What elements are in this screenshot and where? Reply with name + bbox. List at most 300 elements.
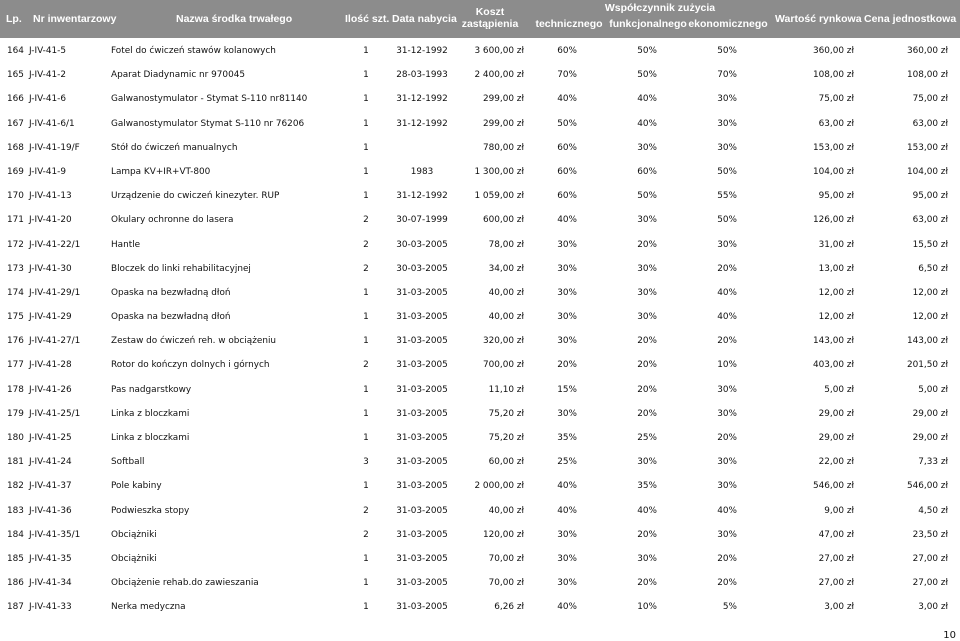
cell-lp: 183 <box>7 505 24 516</box>
cell-wartosc-rynkowa: 5,00 zł <box>824 384 854 395</box>
cell-koszt-zastapienia: 75,20 zł <box>488 433 524 443</box>
cell-wsp-funkcjonalnego: 20% <box>637 360 657 371</box>
cell-koszt-zastapienia: 40,00 zł <box>488 287 524 298</box>
cell-lp: 176 <box>7 336 24 347</box>
cell-nr-inwentarzowy: J-IV-41-26 <box>29 384 72 395</box>
table-header <box>0 0 960 38</box>
cell-wsp-funkcjonalnego: 10% <box>637 602 657 613</box>
cell-ilosc: 1 <box>363 384 369 395</box>
cell-lp: 184 <box>7 529 24 540</box>
cell-wsp-technicznego: 30% <box>557 312 577 323</box>
cell-wsp-technicznego: 60% <box>557 142 577 153</box>
cell-lp: 177 <box>7 360 24 371</box>
cell-wsp-funkcjonalnego: 20% <box>637 408 657 419</box>
table-row <box>0 473 960 497</box>
cell-wartosc-rynkowa: 360,00 zł <box>812 46 854 56</box>
cell-wsp-technicznego: 15% <box>557 384 577 395</box>
cell-lp: 165 <box>7 70 24 81</box>
cell-wsp-funkcjonalnego: 30% <box>637 142 657 153</box>
table-row <box>0 449 960 473</box>
cell-koszt-zastapienia: 600,00 zł <box>482 215 524 226</box>
cell-nr-inwentarzowy: J-IV-41-34 <box>29 578 72 589</box>
cell-cena-jednostkowa: 63,00 zł <box>912 118 948 129</box>
cell-cena-jednostkowa: 29,00 zł <box>912 408 948 419</box>
cell-data-nabycia: 31-03-2005 <box>396 433 448 443</box>
cell-wartosc-rynkowa: 63,00 zł <box>818 118 854 129</box>
cell-cena-jednostkowa: 29,00 zł <box>912 433 948 443</box>
cell-nazwa: Opaska na bezwładną dłoń <box>111 287 231 298</box>
cell-wartosc-rynkowa: 108,00 zł <box>812 70 854 81</box>
cell-nr-inwentarzowy: J-IV-41-37 <box>29 481 72 492</box>
cell-wsp-ekonomicznego: 5% <box>722 602 737 613</box>
table-row <box>0 38 960 62</box>
cell-ilosc: 1 <box>363 553 369 564</box>
cell-cena-jednostkowa: 104,00 zł <box>906 166 948 177</box>
cell-wsp-ekonomicznego: 30% <box>717 384 737 395</box>
cell-wartosc-rynkowa: 403,00 zł <box>812 360 854 371</box>
cell-wsp-ekonomicznego: 20% <box>717 263 737 274</box>
cell-wartosc-rynkowa: 546,00 zł <box>812 481 854 492</box>
cell-wsp-ekonomicznego: 30% <box>717 142 737 153</box>
cell-nazwa: Lampa KV+IR+VT-800 <box>111 166 211 177</box>
cell-lp: 168 <box>7 142 24 153</box>
cell-data-nabycia: 31-03-2005 <box>396 384 448 395</box>
cell-lp: 171 <box>7 215 24 226</box>
table-row <box>0 111 960 135</box>
header-wartosc-rynkowa: Wartość rynkowa <box>775 13 862 25</box>
cell-wsp-funkcjonalnego: 35% <box>637 481 657 492</box>
cell-cena-jednostkowa: 27,00 zł <box>912 553 948 564</box>
table-row <box>0 135 960 159</box>
cell-wsp-technicznego: 60% <box>557 166 577 177</box>
cell-data-nabycia: 31-03-2005 <box>396 578 448 589</box>
cell-koszt-zastapienia: 70,00 zł <box>488 578 524 589</box>
table-row <box>0 86 960 110</box>
cell-data-nabycia: 28-03-1993 <box>396 70 448 81</box>
cell-data-nabycia: 31-12-1992 <box>396 118 448 129</box>
table-row <box>0 377 960 401</box>
cell-wsp-ekonomicznego: 30% <box>717 118 737 129</box>
cell-wsp-ekonomicznego: 10% <box>717 360 737 371</box>
cell-ilosc: 1 <box>363 336 369 347</box>
cell-ilosc: 3 <box>363 457 369 468</box>
cell-lp: 187 <box>7 602 24 613</box>
cell-wsp-technicznego: 30% <box>557 239 577 250</box>
cell-wartosc-rynkowa: 75,00 zł <box>818 94 854 105</box>
table-row <box>0 183 960 207</box>
cell-koszt-zastapienia: 1 059,00 zł <box>474 191 524 202</box>
cell-wsp-funkcjonalnego: 20% <box>637 384 657 395</box>
cell-wartosc-rynkowa: 31,00 zł <box>818 239 854 250</box>
cell-nazwa: Nerka medyczna <box>111 602 186 613</box>
cell-wsp-funkcjonalnego: 20% <box>637 529 657 540</box>
cell-wsp-ekonomicznego: 30% <box>717 94 737 105</box>
table-row <box>0 522 960 546</box>
header-koszt: Koszt <box>475 6 505 18</box>
cell-wsp-technicznego: 25% <box>557 457 577 468</box>
cell-data-nabycia: 31-03-2005 <box>396 529 448 540</box>
cell-wsp-funkcjonalnego: 30% <box>637 457 657 468</box>
cell-koszt-zastapienia: 70,00 zł <box>488 553 524 564</box>
cell-data-nabycia: 31-03-2005 <box>396 408 448 419</box>
cell-cena-jednostkowa: 12,00 zł <box>912 287 948 298</box>
cell-koszt-zastapienia: 6,26 zł <box>494 602 524 613</box>
cell-wsp-technicznego: 50% <box>557 118 577 129</box>
cell-wsp-technicznego: 60% <box>557 191 577 202</box>
cell-data-nabycia: 31-12-1992 <box>396 191 448 202</box>
cell-wsp-funkcjonalnego: 30% <box>637 287 657 298</box>
cell-nazwa: Galwanostymulator Stymat S-110 nr 76206 <box>111 118 305 129</box>
cell-wsp-technicznego: 35% <box>557 433 577 443</box>
table-row <box>0 352 960 376</box>
cell-koszt-zastapienia: 320,00 zł <box>482 336 524 347</box>
cell-nr-inwentarzowy: J-IV-41-29/1 <box>29 287 81 298</box>
table-row <box>0 425 960 449</box>
table-row <box>0 498 960 522</box>
cell-cena-jednostkowa: 153,00 zł <box>906 142 948 153</box>
cell-wsp-ekonomicznego: 40% <box>717 312 737 323</box>
cell-wsp-funkcjonalnego: 50% <box>637 70 657 81</box>
cell-wsp-ekonomicznego: 50% <box>717 46 737 56</box>
cell-ilosc: 2 <box>363 263 369 274</box>
cell-wsp-funkcjonalnego: 30% <box>637 312 657 323</box>
cell-wsp-technicznego: 20% <box>557 360 577 371</box>
cell-lp: 172 <box>7 239 24 250</box>
cell-wartosc-rynkowa: 47,00 zł <box>818 529 854 540</box>
cell-data-nabycia: 31-03-2005 <box>396 481 448 492</box>
cell-lp: 166 <box>7 94 24 105</box>
cell-wartosc-rynkowa: 95,00 zł <box>818 191 854 202</box>
cell-cena-jednostkowa: 27,00 zł <box>912 578 948 589</box>
cell-nazwa: Bloczek do linki rehabilitacyjnej <box>111 263 251 274</box>
cell-ilosc: 1 <box>363 433 369 443</box>
cell-cena-jednostkowa: 75,00 zł <box>912 94 948 105</box>
cell-nr-inwentarzowy: J-IV-41-25/1 <box>29 408 81 419</box>
cell-lp: 182 <box>7 481 24 492</box>
cell-wartosc-rynkowa: 12,00 zł <box>818 312 854 323</box>
cell-wsp-ekonomicznego: 40% <box>717 287 737 298</box>
cell-wartosc-rynkowa: 22,00 zł <box>818 457 854 468</box>
cell-cena-jednostkowa: 12,00 zł <box>912 312 948 323</box>
cell-nazwa: Hantle <box>111 239 141 250</box>
cell-data-nabycia: 30-07-1999 <box>396 215 448 226</box>
header-cena-jednostkowa: Cena jednostkowa <box>864 13 957 25</box>
cell-wsp-funkcjonalnego: 50% <box>637 46 657 56</box>
cell-wsp-ekonomicznego: 40% <box>717 505 737 516</box>
cell-cena-jednostkowa: 63,00 zł <box>912 215 948 226</box>
header-lp: Lp. <box>6 13 22 25</box>
cell-nazwa: Obciążniki <box>111 553 157 564</box>
cell-ilosc: 2 <box>363 360 369 371</box>
header-nr-inwentarzowy: Nr inwentarzowy <box>33 13 117 25</box>
cell-wsp-ekonomicznego: 30% <box>717 408 737 419</box>
cell-wsp-funkcjonalnego: 20% <box>637 239 657 250</box>
cell-nazwa: Pas nadgarstkowy <box>111 384 192 395</box>
cell-wartosc-rynkowa: 153,00 zł <box>812 142 854 153</box>
cell-data-nabycia: 30-03-2005 <box>396 239 448 250</box>
cell-wsp-technicznego: 40% <box>557 215 577 226</box>
cell-wsp-funkcjonalnego: 30% <box>637 215 657 226</box>
cell-data-nabycia: 31-03-2005 <box>396 553 448 564</box>
cell-cena-jednostkowa: 143,00 zł <box>906 336 948 347</box>
cell-wartosc-rynkowa: 143,00 zł <box>812 336 854 347</box>
cell-data-nabycia: 31-03-2005 <box>396 312 448 323</box>
cell-nazwa: Softball <box>111 457 145 468</box>
cell-koszt-zastapienia: 299,00 zł <box>482 94 524 105</box>
cell-wsp-funkcjonalnego: 25% <box>637 433 657 443</box>
cell-wsp-funkcjonalnego: 40% <box>637 118 657 129</box>
cell-nazwa: Obciążenie rehab.do zawieszania <box>111 578 259 589</box>
cell-nazwa: Podwieszka stopy <box>111 505 190 516</box>
cell-cena-jednostkowa: 4,50 zł <box>918 505 948 516</box>
cell-cena-jednostkowa: 95,00 zł <box>912 191 948 202</box>
table-row <box>0 304 960 328</box>
cell-data-nabycia: 31-03-2005 <box>396 602 448 613</box>
cell-ilosc: 1 <box>363 312 369 323</box>
cell-wsp-technicznego: 30% <box>557 578 577 589</box>
cell-wsp-technicznego: 30% <box>557 553 577 564</box>
cell-wartosc-rynkowa: 3,00 zł <box>824 602 854 613</box>
cell-wsp-technicznego: 30% <box>557 287 577 298</box>
cell-koszt-zastapienia: 40,00 zł <box>488 312 524 323</box>
cell-wsp-technicznego: 70% <box>557 70 577 81</box>
cell-wsp-funkcjonalnego: 20% <box>637 336 657 347</box>
cell-wsp-ekonomicznego: 20% <box>717 553 737 564</box>
cell-data-nabycia: 31-12-1992 <box>396 94 448 105</box>
cell-lp: 179 <box>7 408 24 419</box>
cell-nazwa: Linka z bloczkami <box>111 433 190 443</box>
table-row <box>0 328 960 352</box>
cell-nr-inwentarzowy: J-IV-41-35/1 <box>29 529 81 540</box>
cell-koszt-zastapienia: 299,00 zł <box>482 118 524 129</box>
cell-koszt-zastapienia: 75,20 zł <box>488 408 524 419</box>
cell-ilosc: 1 <box>363 70 369 81</box>
cell-wsp-ekonomicznego: 20% <box>717 433 737 443</box>
cell-koszt-zastapienia: 700,00 zł <box>482 360 524 371</box>
header-technicznego: technicznego <box>535 18 603 30</box>
cell-data-nabycia: 30-03-2005 <box>396 263 448 274</box>
cell-wartosc-rynkowa: 12,00 zł <box>818 287 854 298</box>
cell-wartosc-rynkowa: 27,00 zł <box>818 553 854 564</box>
cell-nazwa: Zestaw do ćwiczeń reh. w obciążeniu <box>111 336 277 347</box>
table-body <box>0 38 960 619</box>
cell-nr-inwentarzowy: J-IV-41-33 <box>29 602 72 613</box>
cell-nazwa: Stół do ćwiczeń manualnych <box>111 142 238 153</box>
cell-lp: 185 <box>7 553 24 564</box>
header-data-nabycia: Data nabycia <box>392 13 457 25</box>
cell-nazwa: Okulary ochronne do lasera <box>111 215 234 226</box>
cell-wartosc-rynkowa: 104,00 zł <box>812 166 854 177</box>
table-row <box>0 280 960 304</box>
cell-cena-jednostkowa: 546,00 zł <box>906 481 948 492</box>
cell-nr-inwentarzowy: J-IV-41-35 <box>29 553 72 564</box>
cell-nazwa: Aparat Diadynamic nr 970045 <box>111 70 246 81</box>
cell-wsp-funkcjonalnego: 30% <box>637 263 657 274</box>
cell-lp: 180 <box>7 433 24 443</box>
cell-cena-jednostkowa: 7,33 zł <box>918 457 948 468</box>
cell-wsp-ekonomicznego: 30% <box>717 457 737 468</box>
cell-cena-jednostkowa: 360,00 zł <box>906 46 948 56</box>
cell-koszt-zastapienia: 1 300,00 zł <box>474 166 524 177</box>
cell-wsp-funkcjonalnego: 40% <box>637 505 657 516</box>
cell-nr-inwentarzowy: J-IV-41-13 <box>29 191 72 202</box>
cell-wsp-technicznego: 30% <box>557 263 577 274</box>
cell-wsp-funkcjonalnego: 30% <box>637 553 657 564</box>
cell-wsp-ekonomicznego: 50% <box>717 215 737 226</box>
cell-ilosc: 1 <box>363 166 369 177</box>
cell-wsp-technicznego: 40% <box>557 505 577 516</box>
table-row <box>0 570 960 594</box>
cell-wsp-technicznego: 30% <box>557 336 577 347</box>
cell-ilosc: 1 <box>363 118 369 129</box>
cell-koszt-zastapienia: 2 400,00 zł <box>474 70 524 81</box>
cell-data-nabycia: 31-12-1992 <box>396 46 448 56</box>
cell-nr-inwentarzowy: J-IV-41-6 <box>29 94 67 105</box>
cell-wartosc-rynkowa: 29,00 zł <box>818 408 854 419</box>
cell-data-nabycia: 31-03-2005 <box>396 457 448 468</box>
cell-nr-inwentarzowy: J-IV-41-2 <box>29 70 67 81</box>
cell-koszt-zastapienia: 120,00 zł <box>482 529 524 540</box>
cell-wartosc-rynkowa: 13,00 zł <box>818 263 854 274</box>
cell-lp: 173 <box>7 263 24 274</box>
cell-nazwa: Urządzenie do cwiczeń kinezyter. RUP <box>111 191 280 202</box>
cell-ilosc: 2 <box>363 505 369 516</box>
cell-lp: 167 <box>7 118 24 129</box>
cell-data-nabycia: 31-03-2005 <box>396 505 448 516</box>
cell-koszt-zastapienia: 780,00 zł <box>482 142 524 153</box>
cell-nazwa: Rotor do kończyn dolnych i górnych <box>111 360 270 371</box>
cell-wsp-ekonomicznego: 30% <box>717 239 737 250</box>
cell-wsp-funkcjonalnego: 50% <box>637 191 657 202</box>
table-row <box>0 401 960 425</box>
cell-wsp-technicznego: 40% <box>557 94 577 105</box>
cell-nr-inwentarzowy: J-IV-41-9 <box>29 166 67 177</box>
header-funkcjonalnego: funkcjonalnego <box>609 18 687 30</box>
cell-lp: 175 <box>7 312 24 323</box>
cell-ilosc: 2 <box>363 529 369 540</box>
cell-ilosc: 2 <box>363 239 369 250</box>
page-number: 10 <box>943 630 956 641</box>
cell-wsp-ekonomicznego: 30% <box>717 481 737 492</box>
table-row <box>0 232 960 256</box>
cell-wsp-ekonomicznego: 50% <box>717 166 737 177</box>
cell-nr-inwentarzowy: J-IV-41-30 <box>29 263 72 274</box>
cell-nazwa: Linka z bloczkami <box>111 408 190 419</box>
cell-data-nabycia: 31-03-2005 <box>396 287 448 298</box>
table-row <box>0 594 960 618</box>
cell-lp: 181 <box>7 457 24 468</box>
cell-koszt-zastapienia: 11,10 zł <box>488 384 524 395</box>
cell-lp: 178 <box>7 384 24 395</box>
cell-cena-jednostkowa: 201,50 zł <box>906 360 948 371</box>
cell-lp: 164 <box>7 46 24 56</box>
cell-ilosc: 1 <box>363 481 369 492</box>
cell-nr-inwentarzowy: J-IV-41-5 <box>29 46 67 56</box>
cell-wsp-funkcjonalnego: 40% <box>637 94 657 105</box>
cell-cena-jednostkowa: 23,50 zł <box>912 529 948 540</box>
cell-lp: 186 <box>7 578 24 589</box>
cell-ilosc: 1 <box>363 578 369 589</box>
cell-wsp-funkcjonalnego: 60% <box>637 166 657 177</box>
cell-nr-inwentarzowy: J-IV-41-20 <box>29 215 72 226</box>
cell-ilosc: 2 <box>363 215 369 226</box>
cell-cena-jednostkowa: 15,50 zł <box>912 239 948 250</box>
cell-wsp-funkcjonalnego: 20% <box>637 578 657 589</box>
cell-wsp-technicznego: 30% <box>557 529 577 540</box>
cell-koszt-zastapienia: 3 600,00 zł <box>474 46 524 56</box>
cell-wsp-ekonomicznego: 55% <box>717 191 737 202</box>
cell-lp: 169 <box>7 166 24 177</box>
cell-ilosc: 1 <box>363 191 369 202</box>
header-zastapienia: zastąpienia <box>461 18 519 30</box>
cell-nr-inwentarzowy: J-IV-41-27/1 <box>29 336 81 347</box>
cell-cena-jednostkowa: 108,00 zł <box>906 70 948 81</box>
table-row <box>0 62 960 86</box>
cell-nazwa: Galwanostymulator - Stymat S-110 nr81140 <box>111 94 308 105</box>
cell-nazwa: Opaska na bezwładną dłoń <box>111 312 231 323</box>
cell-wartosc-rynkowa: 27,00 zł <box>818 578 854 589</box>
header-ilosc: Ilość szt. <box>345 13 390 25</box>
cell-cena-jednostkowa: 5,00 zł <box>918 384 948 395</box>
table-row <box>0 256 960 280</box>
cell-lp: 170 <box>7 191 24 202</box>
cell-koszt-zastapienia: 78,00 zł <box>488 239 524 250</box>
header-nazwa: Nazwa środka trwałego <box>176 13 293 25</box>
cell-nr-inwentarzowy: J-IV-41-36 <box>29 505 72 516</box>
cell-nr-inwentarzowy: J-IV-41-22/1 <box>29 239 81 250</box>
table-row <box>0 207 960 231</box>
cell-wsp-technicznego: 40% <box>557 602 577 613</box>
table-row <box>0 546 960 570</box>
header-wspolczynnik-zuzycia: Współczynnik zużycia <box>604 2 716 14</box>
cell-koszt-zastapienia: 60,00 zł <box>488 457 524 468</box>
cell-nr-inwentarzowy: J-IV-41-24 <box>29 457 72 468</box>
cell-ilosc: 1 <box>363 602 369 613</box>
cell-lp: 174 <box>7 287 24 298</box>
cell-nazwa: Obciążniki <box>111 529 157 540</box>
cell-wartosc-rynkowa: 9,00 zł <box>824 505 854 516</box>
cell-cena-jednostkowa: 3,00 zł <box>918 602 948 613</box>
cell-wsp-technicznego: 30% <box>557 408 577 419</box>
cell-wsp-technicznego: 60% <box>557 46 577 56</box>
cell-wsp-ekonomicznego: 70% <box>717 70 737 81</box>
cell-nr-inwentarzowy: J-IV-41-25 <box>29 433 72 443</box>
cell-nr-inwentarzowy: J-IV-41-19/F <box>29 142 80 153</box>
cell-data-nabycia: 31-03-2005 <box>396 336 448 347</box>
cell-koszt-zastapienia: 34,00 zł <box>488 263 524 274</box>
cell-wsp-ekonomicznego: 20% <box>717 336 737 347</box>
cell-nazwa: Fotel do ćwiczeń stawów kolanowych <box>111 46 276 56</box>
cell-wartosc-rynkowa: 126,00 zł <box>812 215 854 226</box>
cell-wartosc-rynkowa: 29,00 zł <box>818 433 854 443</box>
cell-nr-inwentarzowy: J-IV-41-6/1 <box>29 118 75 129</box>
cell-ilosc: 1 <box>363 408 369 419</box>
cell-ilosc: 1 <box>363 142 369 153</box>
cell-data-nabycia: 1983 <box>410 166 434 177</box>
cell-data-nabycia: 31-03-2005 <box>396 360 448 371</box>
cell-ilosc: 1 <box>363 94 369 105</box>
cell-koszt-zastapienia: 2 000,00 zł <box>474 481 524 492</box>
cell-ilosc: 1 <box>363 46 369 56</box>
cell-nr-inwentarzowy: J-IV-41-29 <box>29 312 72 323</box>
cell-wsp-technicznego: 40% <box>557 481 577 492</box>
cell-cena-jednostkowa: 6,50 zł <box>918 263 948 274</box>
cell-wsp-ekonomicznego: 20% <box>717 578 737 589</box>
cell-ilosc: 1 <box>363 287 369 298</box>
cell-wsp-ekonomicznego: 30% <box>717 529 737 540</box>
cell-nazwa: Pole kabiny <box>111 481 162 492</box>
table-row <box>0 159 960 183</box>
